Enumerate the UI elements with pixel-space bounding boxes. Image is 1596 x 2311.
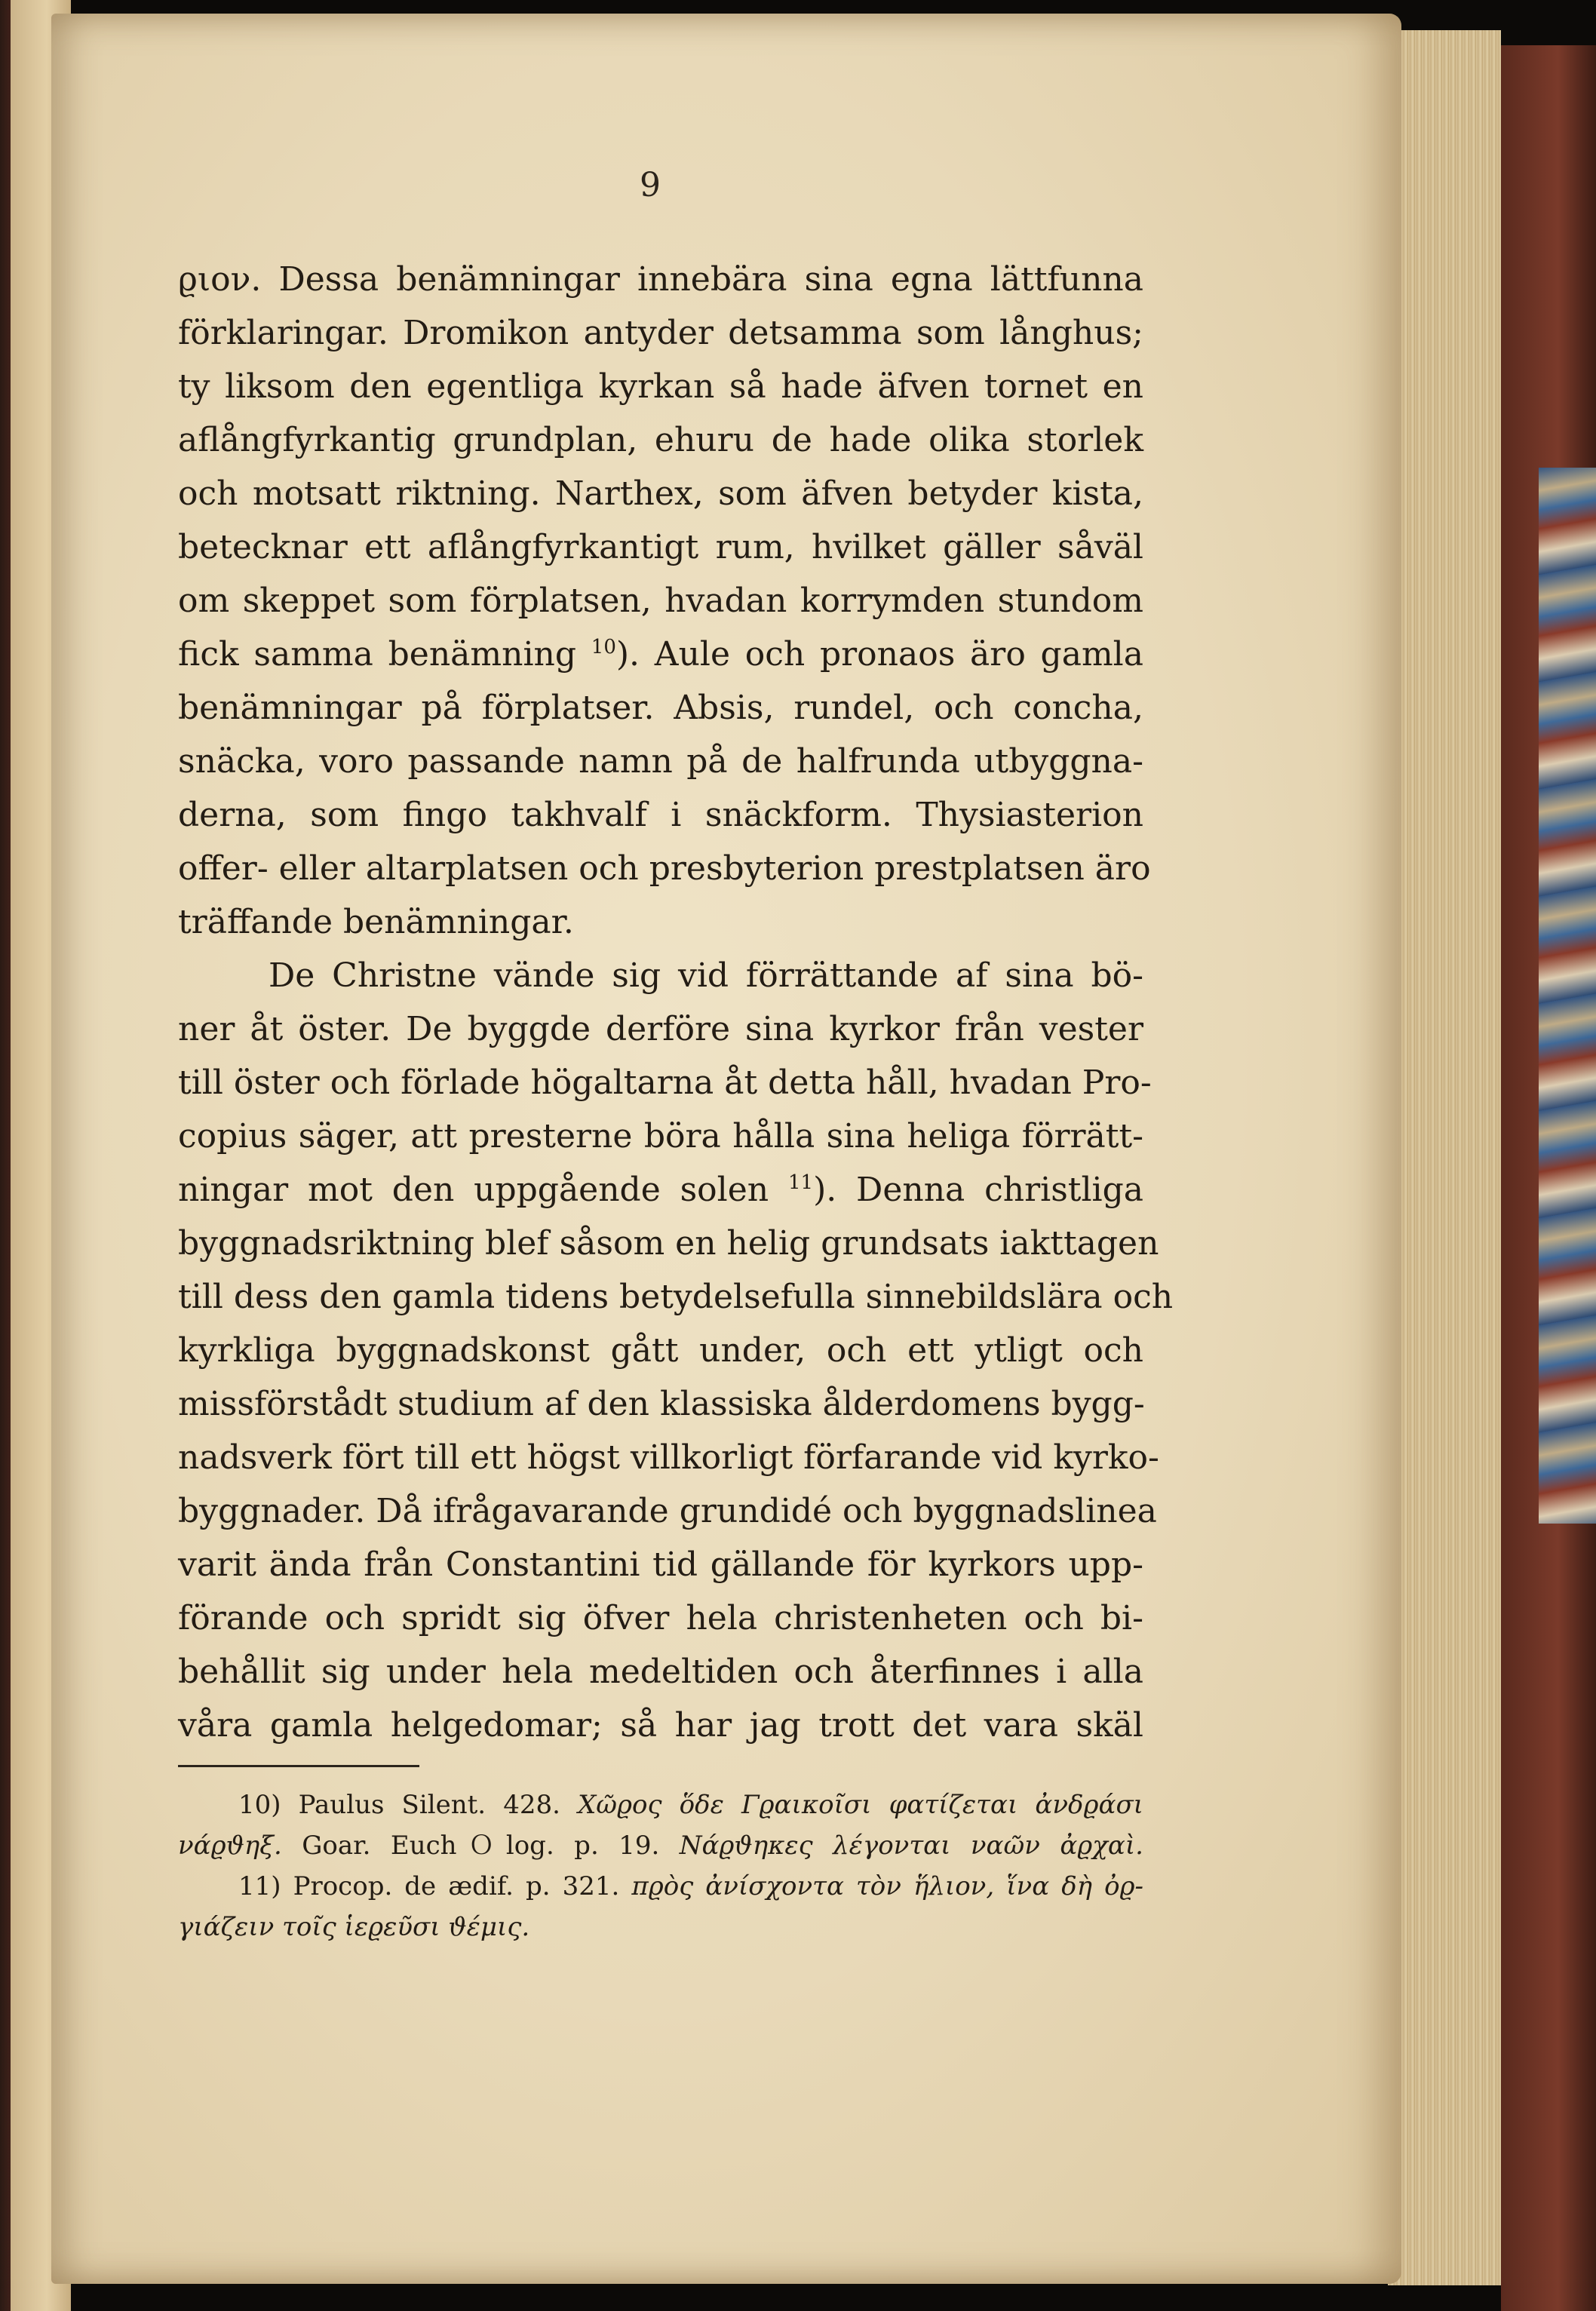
text-line: ner åt öster. De byggde derföre sina kyrkor från vester <box>178 1010 1143 1048</box>
text-line: ϱιον. Dessa benämningar innebära sina egna lättfunna <box>178 260 1143 299</box>
footnote-10-line <box>178 1785 1143 1825</box>
footnotes <box>178 1785 1143 1947</box>
body-text <box>178 253 1174 1752</box>
text-fragment: ). Denna christliga <box>813 1171 1143 1209</box>
text-line: och motsatt riktning. Narthex, som äfven betyder kista, <box>178 474 1143 513</box>
text-line: byggnader. Då ifrågavarande grundidé och byggnadslinea <box>178 1492 1157 1530</box>
text-line: copius säger, att presterne böra hålla sina heliga förrätt- <box>178 1117 1143 1156</box>
text-line: förklaringar. Dromikon antyder detsamma som långhus; <box>178 314 1143 352</box>
page-number: 9 <box>640 166 661 204</box>
text-line: ty liksom den egentliga kyrkan så hade äfven tornet en <box>178 367 1143 406</box>
text-line: byggnadsriktning blef såsom en helig grundsats iakttagen <box>178 1224 1159 1263</box>
text-line: offer- eller altarplatsen och presbyterion prestplatsen äro <box>178 849 1151 888</box>
text-line: varit ända från Constantini tid gällande för kyrkors upp- <box>178 1545 1143 1584</box>
text-line <box>178 1163 1143 1217</box>
text-line: kyrkliga byggnadskonst gått under, och ett ytligt och <box>178 1331 1143 1370</box>
text-line: derna, som fingo takhvalf i snäckform. Thysiasterion <box>178 796 1143 834</box>
text-line: behållit sig under hela medeltiden och återfinnes i alla <box>178 1653 1143 1691</box>
text-line: nadsverk fört till ett högst villkorligt förfarande vid kyrko- <box>178 1438 1159 1477</box>
text-line: De Christne vände sig vid förrättande af sina bö- <box>269 956 1143 995</box>
footnote-citation: Goar. EuchＯlog. p. 19. <box>302 1831 660 1861</box>
marbled-edge <box>1539 468 1596 1524</box>
footnote-ref-10: 10 <box>591 636 616 658</box>
text-line <box>178 628 1143 681</box>
text-line: snäcka, voro passande namn på de halfrunda utbyggna- <box>178 742 1143 781</box>
footnote-greek: Χῶϱος ὅδε Γϱαικοῖσι φατίζεται ἀνδϱάσι <box>578 1790 1143 1820</box>
text-line: betecknar ett aflångfyrkantigt rum, hvilket gäller såväl <box>178 528 1143 566</box>
text-line: till dess den gamla tidens betydelsefulla sinnebildslära och <box>178 1278 1174 1316</box>
text-line: våra gamla helgedomar; så har jag trott det vara skäl <box>178 1706 1143 1745</box>
text-fragment: fick samma benämning <box>178 635 577 674</box>
footnote-10-line <box>178 1825 1143 1866</box>
text-fragment: ningar mot den uppgående solen <box>178 1171 769 1209</box>
footnote-11-line <box>178 1907 1143 1947</box>
footnote-marker: 11) <box>238 1871 281 1901</box>
footnote-greek: νάϱϑηξ. <box>178 1831 282 1861</box>
footnote-greek: πϱὸς ἀνίσχοντα τὸν ἥλιον, ἵνα δὴ ὀϱ- <box>631 1871 1144 1901</box>
footnote-citation: Procop. de ædif. p. 321. <box>293 1871 620 1901</box>
text-line: aflångfyrkantig grundplan, ehuru de hade olika storlek <box>178 421 1143 459</box>
text-line: till öster och förlade högaltarna åt detta håll, hvadan Pro- <box>178 1063 1152 1102</box>
page-block-edges <box>1388 30 1501 2285</box>
footnote-greek: Νάϱϑηκες λέγονται ναῶν ἀϱχαὶ. <box>679 1831 1143 1861</box>
text-fragment: ). Aule och pronaos äro gamla <box>615 635 1143 674</box>
text-line: träffande benämningar. <box>178 903 574 941</box>
footnote-11-line <box>178 1866 1143 1907</box>
footnote-marker: 10) <box>238 1790 281 1820</box>
footnote-citation: Paulus Silent. 428. <box>298 1790 560 1820</box>
text-line: benämningar på förplatser. Absis, rundel, och concha, <box>178 689 1143 727</box>
footnote-rule <box>178 1765 419 1767</box>
text-line: om skeppet som förplatsen, hvadan korrymden stundom <box>178 582 1143 620</box>
text-line: missförstådt studium af den klassiska ålderdomens bygg- <box>178 1385 1145 1423</box>
footnote-greek: γιάζειν τοῖς ἱεϱεῦσι ϑέμις. <box>178 1912 530 1942</box>
footnote-ref-11: 11 <box>787 1171 814 1194</box>
text-line: förande och spridt sig öfver hela christenheten och bi- <box>178 1599 1143 1637</box>
